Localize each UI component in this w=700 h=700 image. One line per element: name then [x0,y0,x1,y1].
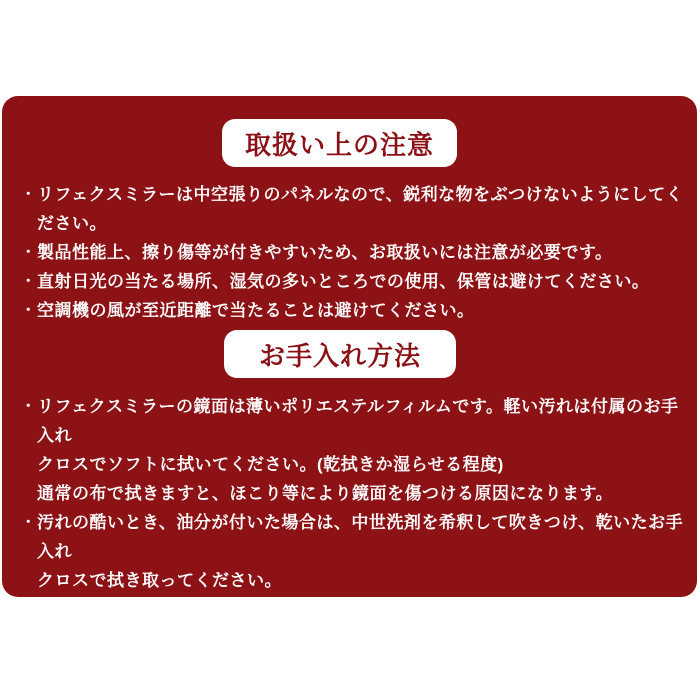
list-item [20,267,689,296]
bullet-text: 汚れの酷いとき、油分が付いた場合は、中世洗剤を希釈して吹きつけ、乾いたお手入れ クロスで拭き取ってください。 [37,513,684,590]
bullet-marker: ・ [21,186,36,202]
bullet-marker: ・ [21,302,36,318]
care-instructions-panel [2,96,697,677]
list-item [20,238,689,267]
list-item [20,180,689,238]
list-item [20,595,689,682]
care-bullet-list [20,392,689,682]
bullet-text: 製品性能上、擦り傷等が付きやすいため、お取扱いには注意が必要です。 [37,243,613,262]
section-header-handling [222,119,457,167]
bullet-text: 直射日光の当たる場所、湿気の多いところでの使用、保管は避けてください。 [37,272,650,291]
section-title-handling: 取扱い上の注意 [244,129,434,160]
list-item [20,392,689,508]
handling-bullet-list [20,180,689,325]
bullet-marker: ・ [21,398,36,414]
section-header-care [224,330,456,378]
bullet-marker: ・ [21,273,36,289]
bullet-text: リフェクスミラーは中空張りのパネルなので、鋭利な物をぶつけないようにしてください。 [37,185,684,233]
bullet-text: リフェクスミラーの鏡面は薄いポリエステルフィルムです。軽い汚れは付属のお手入れ クロスでソフトに拭いてください。(乾拭きか湿らせる程度) 通常の布で拭きますと、ほこり等により鏡面を傷つける原因になります。 [37,397,679,503]
bullet-text: 空調機の風が至近距離で当たることは避けてください。 [37,301,475,320]
list-item [20,296,689,325]
list-item [20,508,689,595]
bullet-text: 表面はポリエステルフィルムのため、溶剤の使用は厳禁です。又、研磨剤等が混入してい るクリーナーも傷の原因となりますので使用しないでください。 [37,600,679,677]
bullet-marker: ・ [21,244,36,260]
bullet-marker: ・ [21,514,36,530]
section-title-care: お手入れ方法 [258,340,421,371]
bullet-marker: ・ [21,601,36,617]
